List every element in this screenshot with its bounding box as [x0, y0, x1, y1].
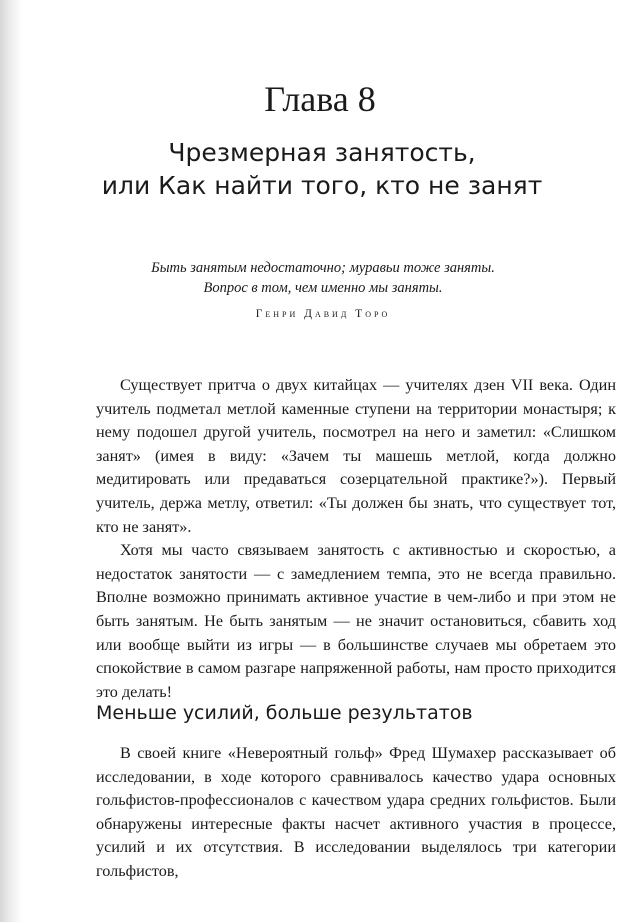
chapter-title-line-1: Чрезмерная занятость,: [168, 138, 476, 167]
chapter-number: Глава 8: [264, 79, 376, 119]
paragraph-golf-study: В своей книге «Невероятный гольф» Фред Шумахер рассказывает об исследовании, в ходе которого сравнивалось качество удара основных гольфистов-профессионалов с качеством удара средних гольфистов. Были обнаружены интересные факты насчет активного участия в процессе, усилий и их отсутствия. В исследовании выделялось три категории гольфистов,: [96, 744, 616, 880]
chapter-intro-text: [96, 374, 616, 704]
chapter-title-line-2: или Как найти того, кто не занят: [101, 171, 543, 200]
epigraph-author: Генри Давид Торо: [255, 308, 391, 320]
paragraph-parable: Существует притча о двух китайцах — учителях дзен VII века. Один учитель подметал метлой каменные ступени на территории монастыря; к нему подошел другой учитель, посмотрел на него и заметил: «Слишком занят» (имея в виду: «Зачем ты машешь метлой, когда должно медитировать или предаваться созерцательной практике?»). Первый учитель, держа метлу, ответил: «Ты должен бы знать, что существует тот, кто не занят».: [96, 376, 616, 536]
epigraph-line-1: Быть занятым недостаточно; муравьи тоже заняты.: [151, 260, 495, 276]
paragraph-busyness: Хотя мы часто связываем занятость с активностью и скоростью, а недостаток занятости — с замедлением темпа, это не всегда правильно. Вполне возможно принимать активное участие в чем-либо и при этом не быть занятым. Не быть занятым — не значит остановиться, сбавить ход или вообще выйти из игры — в большинстве случаев мы обретаем это спокойствие в самом разгаре напряженной работы, нам просто приходится это делать!: [96, 541, 616, 701]
chapter-title: [0, 136, 620, 202]
epigraph-line-2: Вопрос в том, чем именно мы заняты.: [203, 280, 443, 296]
epigraph: [0, 258, 620, 320]
section-heading: Меньше усилий, больше результатов: [96, 702, 473, 724]
section-text: [96, 742, 616, 884]
